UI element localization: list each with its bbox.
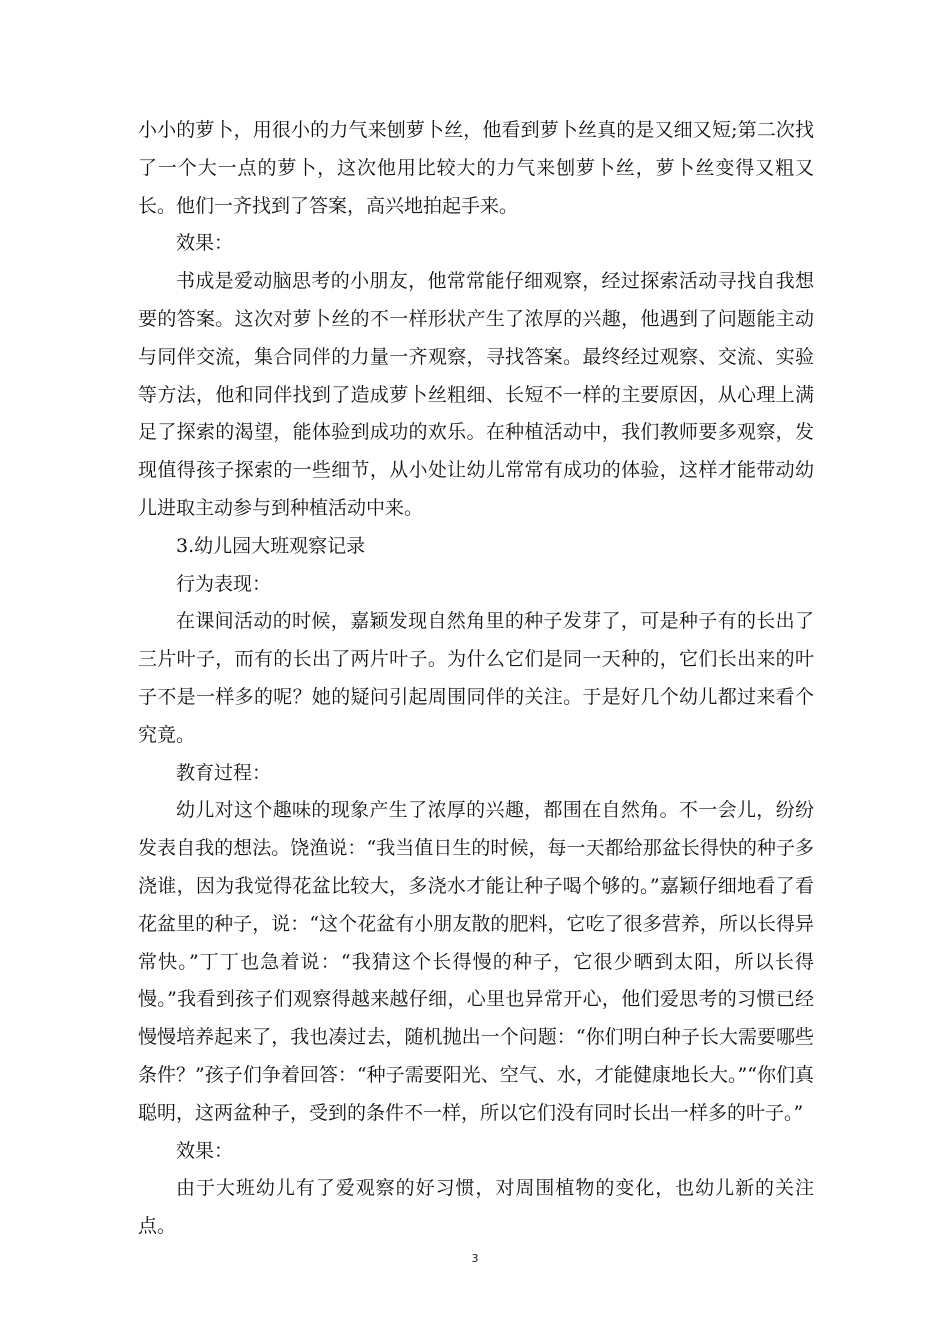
paragraph-1: 小小的萝卜，用很小的力气来刨萝卜丝，他看到萝卜丝真的是又细又短;第二次找了一个大一点的萝卜，这次他用比较大的力气来刨萝卜丝，萝卜丝变得又粗又长。他们一齐找到了答案，高兴地拍起手来。	[138, 119, 814, 217]
paragraph-9: 效果：	[176, 1139, 234, 1162]
paragraph-3: 书成是爱动脑思考的小朋友，他常常能仔细观察，经过探索活动寻找自我想要的答案。这次对萝卜丝的不一样形状产生了浓厚的兴趣，他遇到了问题能主动与同伴交流，集合同伴的力量一齐观察，寻找答案。最终经过观察、交流、实验等方法，他和同伴找到了造成萝卜丝粗细、长短不一样的主要原因，从心理上满足了探索的渴望，能体验到成功的欢乐。在种植活动中，我们教师要多观察，发现值得孩子探索的一些细节，从小处让幼儿常常有成功的体验，这样才能带动幼儿进取主动参与到种植活动中来。	[138, 270, 814, 519]
paragraph-6: 在课间活动的时候，嘉颖发现自然角里的种子发芽了，可是种子有的长出了三片叶子，而有的长出了两片叶子。为什么它们是同一天种的，它们长出来的叶子不是一样多的呢？她的疑问引起周围同伴的关注。于是好几个幼儿都过来看个究竟。	[138, 610, 814, 746]
paragraph-2: 效果：	[176, 232, 234, 255]
paragraph-7: 教育过程：	[176, 761, 272, 784]
paragraph-5: 行为表现：	[176, 572, 272, 595]
section-heading: 3.幼儿园大班观察记录	[176, 534, 366, 557]
document-body	[138, 112, 814, 1246]
paragraph-8: 幼儿对这个趣味的现象产生了浓厚的兴趣，都围在自然角。不一会儿，纷纷发表自我的想法。饶渔说：“我当值日生的时候，每一天都给那盆长得快的种子多浇谁，因为我觉得花盆比较大，多浇水才能让种子喝个够的。”嘉颖仔细地看了看花盆里的种子，说：“这个花盆有小朋友散的肥料，它吃了很多营养，所以长得异常快。”丁丁也急着说：“我猜这个长得慢的种子，它很少晒到太阳，所以长得慢。”我看到孩子们观察得越来越仔细，心里也异常开心，他们爱思考的习惯已经慢慢培养起来了，我也凑过去，随机抛出一个问题：“你们明白种子长大需要哪些条件？”孩子们争着回答：“种子需要阳光、空气、水，才能健康地长大。”“你们真聪明，这两盆种子，受到的条件不一样，所以它们没有同时长出一样多的叶子。”	[138, 799, 814, 1124]
paragraph-10: 由于大班幼儿有了爱观察的好习惯，对周围植物的变化，也幼儿新的关注点。	[138, 1177, 814, 1238]
page-number: 3	[471, 1252, 479, 1265]
